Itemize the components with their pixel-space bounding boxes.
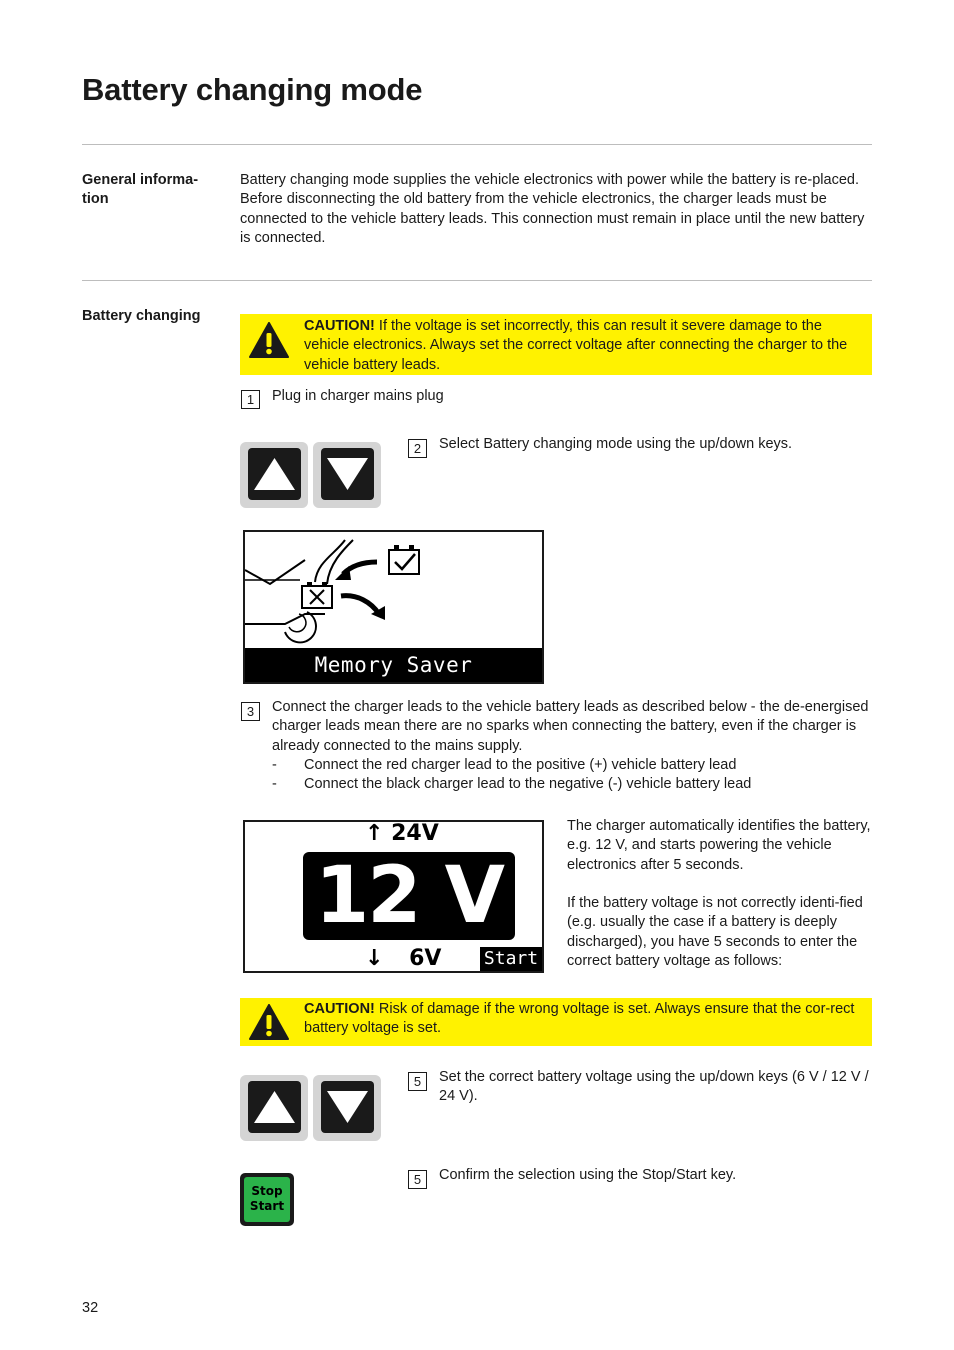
heading-line: tion: [82, 191, 109, 207]
down-key[interactable]: [313, 1075, 381, 1141]
list-item-text: Connect the black charger lead to the negative (-) vehicle battery lead: [304, 776, 752, 793]
up-arrow-icon: [248, 448, 301, 500]
step-number: 2: [408, 439, 427, 458]
page-number: 32: [82, 1300, 99, 1316]
down-arrow-icon: ↓: [365, 946, 392, 971]
step-number: 5: [408, 1072, 427, 1091]
battery-change-illustration: [245, 532, 542, 648]
caution-box: [240, 998, 872, 1046]
key-label: Stop: [251, 1184, 283, 1198]
caution-box: [240, 314, 872, 375]
general-text: Battery changing mode supplies the vehicle electronics with power while the battery is re-placed. Before disconnecting the old battery from the vehicle electronics, the charger leads must be connected to the vehicle battery leads. This connection must remain in place until the new battery is connected.: [240, 172, 865, 246]
lcd-mode-label: Memory Saver: [245, 648, 542, 682]
battery-check-icon: [389, 545, 419, 574]
caution-label: CAUTION!: [304, 1001, 375, 1017]
voltage-down-option: [365, 946, 441, 971]
list-item: [272, 756, 872, 775]
down-arrow-icon: [321, 1081, 374, 1133]
info-text-manual: If the battery voltage is not correctly identi-fied (e.g. usually the case if a battery is deeply discharged), you have 5 seconds to enter the correct battery voltage as follows:: [567, 895, 863, 969]
step-text: Set the correct battery voltage using the up/down keys (6 V / 12 V / 24 V).: [439, 1069, 869, 1105]
section-heading-general: [82, 171, 222, 209]
info-text-auto-detect: The charger automatically identifies the battery, e.g. 12 V, and starts powering the vehicle electronics after 5 seconds.: [567, 818, 871, 873]
step-text: Select Battery changing mode using the up/down keys.: [439, 436, 793, 452]
down-key[interactable]: [313, 442, 381, 508]
up-arrow-icon: [248, 1081, 301, 1133]
section-heading-changing: Battery changing: [82, 308, 201, 324]
lcd-display-memory-saver: [243, 530, 544, 684]
caution-message: Risk of damage if the wrong voltage is set. Always ensure that the cor-rect battery voltage is set.: [304, 1001, 855, 1037]
step-number: 5: [408, 1170, 427, 1189]
step-text: Connect the charger leads to the vehicle battery leads as described below - the de-energised charger leads mean there are no sparks when connecting the battery, even if the charger is already connected to the mains supply.: [272, 699, 869, 754]
list-dash: -: [272, 756, 277, 773]
caution-label: CAUTION!: [304, 318, 375, 334]
stop-start-key[interactable]: [240, 1173, 294, 1226]
step-3-content: [272, 698, 872, 794]
caution-text: [304, 317, 870, 375]
up-arrow-icon: ↑: [365, 821, 392, 846]
key-label: Start: [249, 1199, 285, 1213]
down-arrow-icon: [321, 448, 374, 500]
caution-message: If the voltage is set incorrectly, this can result it severe damage to the vehicle electronics. Always set the correct voltage after connecting the charger to the vehicle battery leads.: [304, 318, 848, 373]
voltage-up-value: 24V: [391, 821, 439, 846]
lcd-display-voltage: [243, 820, 544, 973]
voltage-down-value: 6V: [409, 946, 442, 971]
divider: [82, 280, 872, 281]
step-text: Plug in charger mains plug: [272, 388, 444, 404]
up-key[interactable]: [240, 442, 308, 508]
step-number: 3: [241, 702, 260, 721]
selected-voltage: 12 V: [303, 852, 515, 940]
battery-x-icon: [302, 582, 332, 608]
voltage-up-option: [365, 821, 439, 846]
lead-connection-list: [272, 756, 872, 795]
heading-line: General informa-: [82, 172, 199, 188]
up-key[interactable]: [240, 1075, 308, 1141]
step-text: Confirm the selection using the Stop/Start key.: [439, 1167, 737, 1183]
warning-icon: [249, 1004, 289, 1040]
start-softkey-label: Start: [480, 947, 542, 971]
list-dash: -: [272, 776, 277, 793]
list-item: [272, 775, 872, 794]
stop-start-key-face: [244, 1177, 290, 1222]
list-item-text: Connect the red charger lead to the positive (+) vehicle battery lead: [304, 756, 737, 773]
divider: [82, 144, 872, 145]
page-title: Battery changing mode: [82, 72, 423, 107]
step-number: 1: [241, 390, 260, 409]
warning-icon: [249, 322, 289, 358]
caution-text: [304, 1000, 870, 1039]
